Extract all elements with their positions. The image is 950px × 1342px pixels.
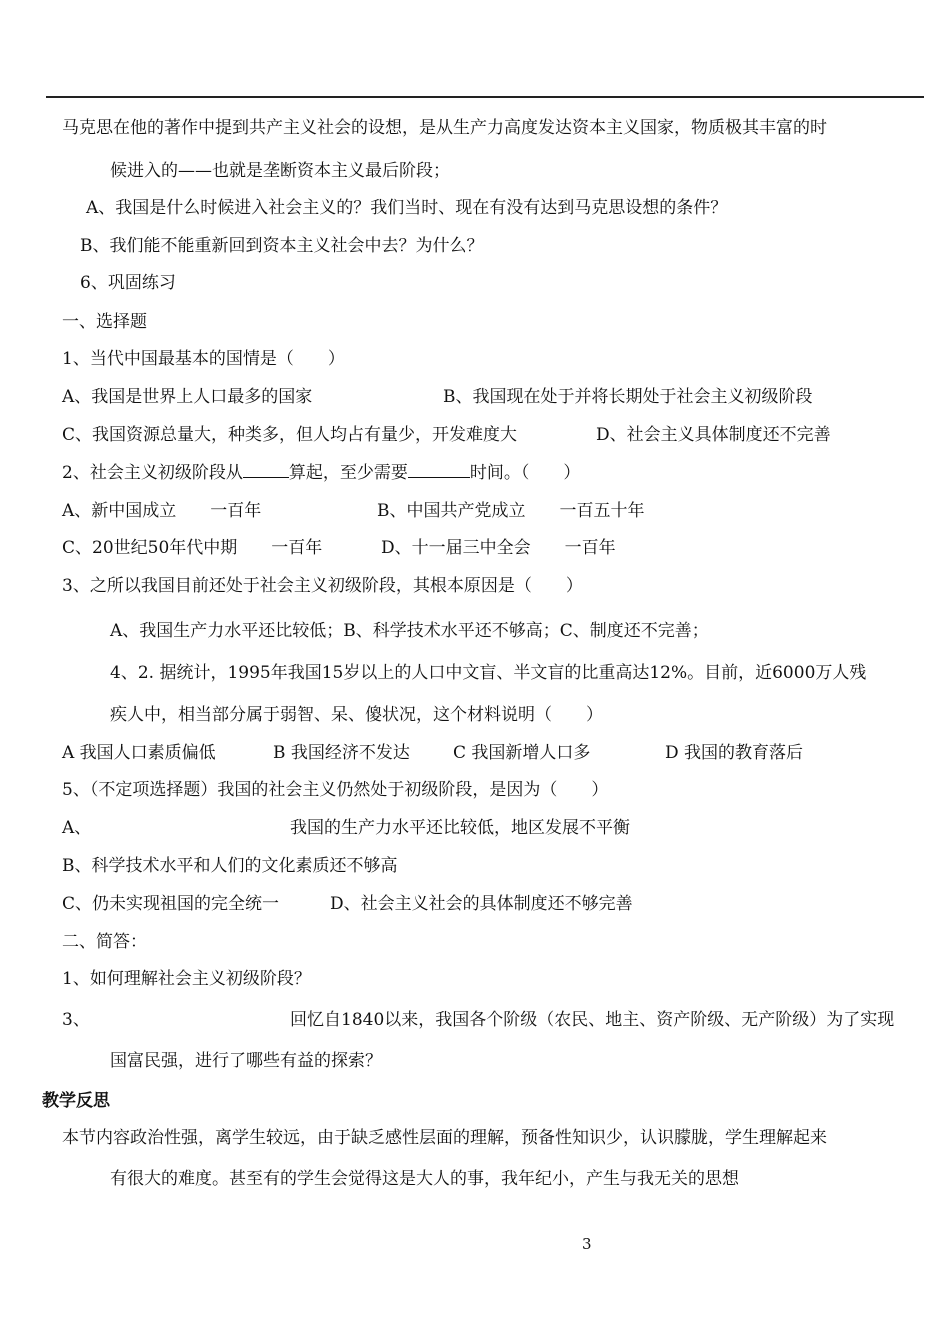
text-line: B、我们能不能重新回到资本主义社会中去？为什么？ [80, 236, 484, 256]
option-c: C、仍未实现祖国的完全统一 [62, 894, 280, 914]
option-b: B、我国现在处于并将长期处于社会主义初级阶段 [443, 387, 813, 407]
question-2: 2、社会主义初级阶段从 算起，至少需要 时间。（ ） [62, 463, 581, 483]
section-heading: 二、简答： [62, 932, 147, 952]
option-a: A、新中国成立 一百年 [62, 501, 262, 521]
section-heading: 一、选择题 [62, 312, 147, 332]
reflection-text: 本节内容政治性强，离学生较远，由于缺乏感性层面的理解，预备性知识少，认识朦胧，学生理解起来 [62, 1128, 827, 1148]
question-3: 3、之所以我国目前还处于社会主义初级阶段，其根本原因是（ ） [62, 576, 583, 596]
text-line: 候进入的——也就是垄断资本主义最后阶段； [110, 161, 450, 181]
short-answer-1: 1、如何理解社会主义初级阶段？ [62, 969, 311, 989]
text-line: A、我国是什么时候进入社会主义的？我们当时、现在有没有达到马克思设想的条件？ [86, 198, 728, 218]
option-b: B、科学技术水平和人们的文化素质还不够高 [62, 856, 398, 876]
option-a: A、我国是世界上人口最多的国家 [62, 387, 313, 407]
option-b: B、中国共产党成立 一百五十年 [377, 501, 645, 521]
header-rule [46, 96, 924, 98]
reflection-heading: 教学反思 [42, 1091, 110, 1111]
option-d: D、社会主义社会的具体制度还不够完善 [330, 894, 633, 914]
option-d: D 我国的教育落后 [665, 743, 804, 763]
option-d: D、社会主义具体制度还不完善 [596, 425, 831, 445]
text-line: 6、巩固练习 [80, 273, 176, 293]
options: A、我国生产力水平还比较低；B、科学技术水平还不够高；C、制度还不完善； [110, 621, 709, 641]
question-5: 5、（不定项选择题）我国的社会主义仍然处于初级阶段，是因为（ ） [62, 780, 609, 800]
answer-blank [243, 461, 289, 478]
reflection-text: 有很大的难度。甚至有的学生会觉得这是大人的事，我年纪小，产生与我无关的思想 [110, 1169, 739, 1189]
page-number: 3 [582, 1235, 592, 1253]
option-c: C、我国资源总量大，种类多，但人均占有量少，开发难度大 [62, 425, 518, 445]
option-c: C、20世纪50年代中期 一百年 [62, 538, 323, 558]
option-label: A、 [62, 818, 92, 838]
short-answer-3: 回忆自1840以来，我国各个阶级（农民、地主、资产阶级、无产阶级）为了实现 [290, 1010, 895, 1030]
question-1: 1、当代中国最基本的国情是（ ） [62, 349, 345, 369]
option-a: A 我国人口素质偏低 [62, 743, 216, 763]
question-4: 4、2. 据统计，1995年我国15岁以上的人口中文盲、半文盲的比重高达12%。目前，近6000万人残 [110, 663, 867, 683]
option-d: D、十一届三中全会 一百年 [381, 538, 616, 558]
answer-blank [408, 461, 470, 478]
text-line: 国富民强，进行了哪些有益的探索？ [110, 1051, 382, 1071]
text-line: 疾人中，相当部分属于弱智、呆、傻状况，这个材料说明（ ） [110, 705, 603, 725]
option-c: C 我国新增人口多 [453, 743, 591, 763]
text-line: 马克思在他的著作中提到共产主义社会的设想，是从生产力高度发达资本主义国家，物质极其丰富的时 [62, 118, 827, 138]
option-b: B 我国经济不发达 [273, 743, 410, 763]
short-answer-label: 3、 [62, 1010, 90, 1030]
option-a: 我国的生产力水平还比较低，地区发展不平衡 [290, 818, 630, 838]
